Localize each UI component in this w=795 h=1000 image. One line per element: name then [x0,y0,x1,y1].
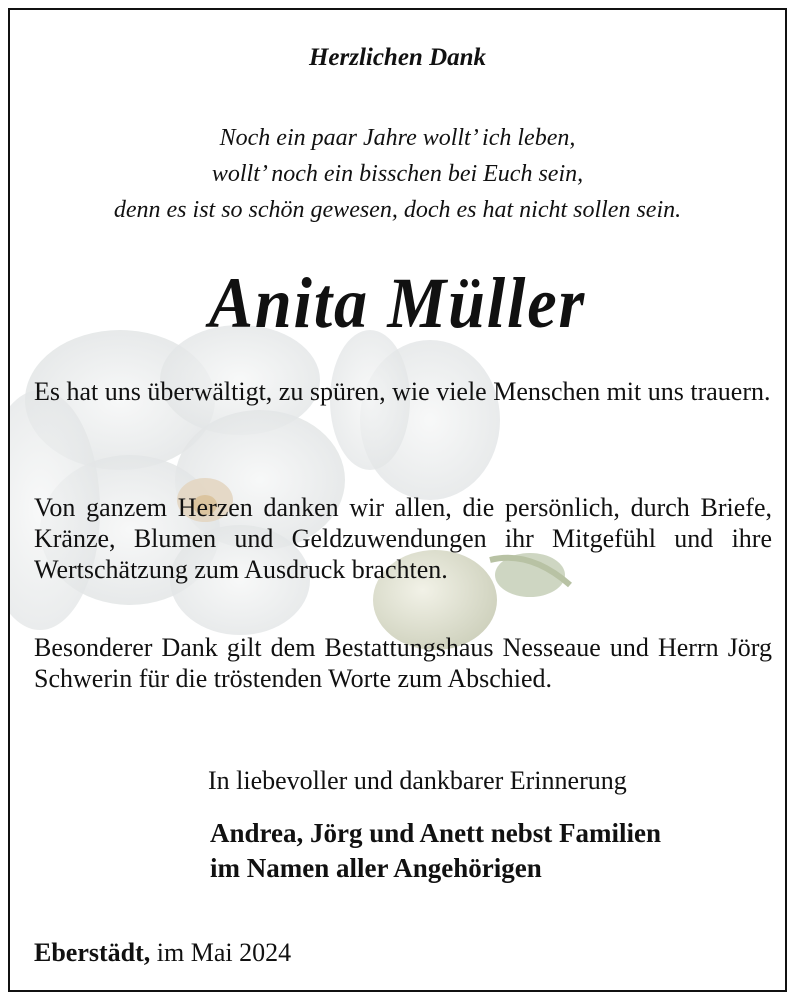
poem-line: wollt’ noch ein bisschen bei Euch sein, [211,161,584,187]
signers-line: Andrea, Jörg und Anett nebst Familien [210,818,662,848]
place-town: Eberstädt, [34,938,151,967]
signers [210,816,661,886]
obituary-notice [8,8,787,992]
paragraph-special-thanks: Besonderer Dank gilt dem Bestattungshaus Nesseaue und Herrn Jörg Schwerin für die tröstenden Worte zum Abschied. [34,633,772,693]
poem-line: Noch ein paar Jahre wollt’ ich leben, [219,125,576,151]
place-date-text: im Mai 2024 [156,938,292,967]
paragraph-thanks: Von ganzem Herzen danken wir allen, die persönlich, durch Briefe, Kränze, Blumen und Geldzuwendungen ihr Mitgefühl und ihre Wertschätzung zum Ausdruck brachten. [34,493,772,584]
paragraph-intro: Es hat uns überwältigt, zu spüren, wie viele Menschen mit uns trauern. [34,377,771,406]
poem-line: denn es ist so schön gewesen, doch es hat nicht sollen sein. [113,197,682,223]
closing-line: In liebevoller und dankbarer Erinnerung [208,766,627,795]
deceased-name: Anita Müller [208,263,587,343]
header-title: Herzlichen Dank [308,44,487,71]
poem [10,120,785,228]
place-date [34,938,291,968]
signers-line: im Namen aller Angehörigen [210,853,542,883]
